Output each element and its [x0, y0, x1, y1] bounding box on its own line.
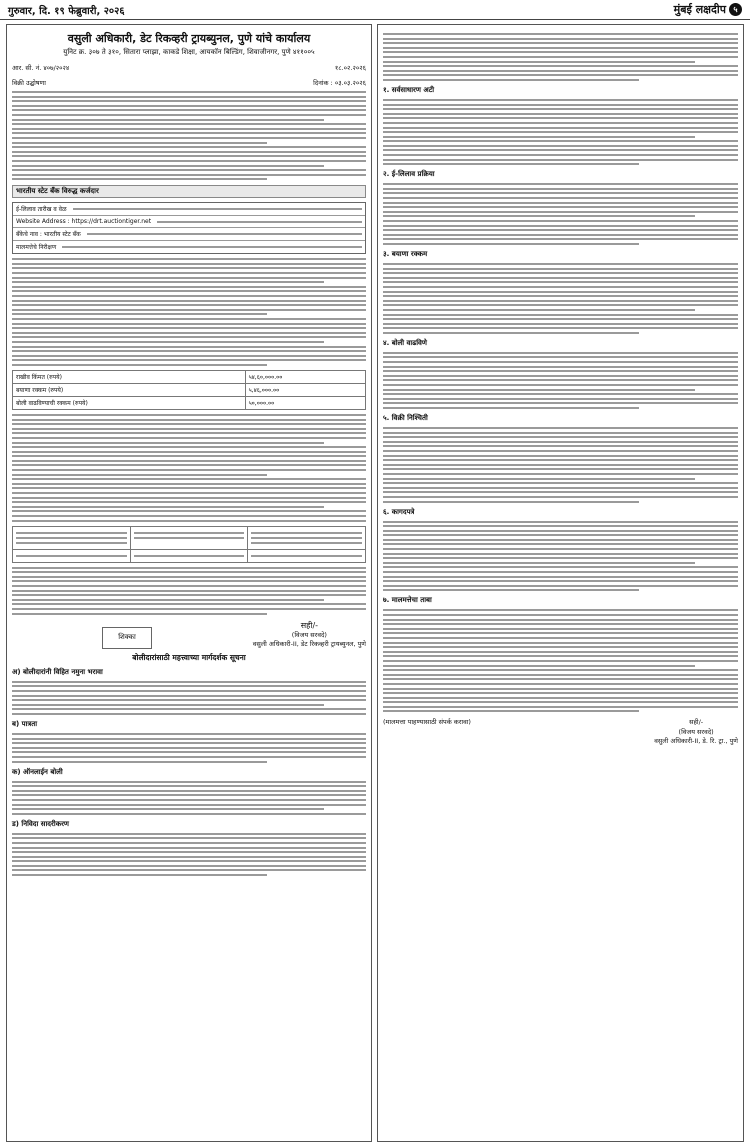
seal-stamp: शिक्का: [102, 627, 152, 649]
terms-heading: ७. मालमत्तेचा ताबा: [383, 596, 432, 605]
sale-text-block: [12, 258, 366, 366]
notice-title: वसुली अधिकारी, डेट रिकव्हरी ट्रायब्युनल, पुणे यांचे कार्यालय: [67, 32, 311, 45]
case-number: आर. सी. नं. ४०७/२०२४: [12, 64, 70, 72]
bank-info-heading: भारतीय स्टेट बँक विरुद्ध कर्जदार: [12, 185, 366, 198]
notice-address: युनिट क्र. ३०७ ते ३१०, सितारा प्लाझा, काकडे शिक्षा, आयकॉन बिल्डिंग, शिवाजीनगर, पुणे ४११००५: [63, 48, 315, 56]
terms-heading: ४. बोली वाढविणे: [383, 338, 427, 347]
notice-left-column: [6, 24, 372, 1142]
bank-info-row: बँकेचे नाव : भारतीय स्टेट बँक: [13, 228, 365, 241]
notice-right-column: [377, 24, 744, 1142]
masthead: [674, 2, 742, 17]
notice-kind: विक्री उद्घोषणा: [12, 79, 46, 87]
terms-heading: २. ई-लिलाव प्रक्रिया: [383, 170, 435, 179]
price-table: [12, 370, 366, 410]
terms-heading: ५. विक्री निश्चिती: [383, 414, 428, 422]
masthead-logo-icon: ५: [729, 3, 742, 16]
table-row: बोली वाढविण्याची रक्कम (रुपये) ५०,०००.००: [13, 396, 366, 409]
case-meta-2: [12, 78, 366, 87]
masthead-title: मुंबई लक्षदीप: [673, 3, 726, 16]
guideline-subhead: अ) बोलीदारांनी विहित नमुना भरावा: [12, 667, 103, 676]
terms-heading: ३. बयाणा रक्कम: [383, 249, 428, 258]
bank-info-row: मालमत्तेचे निरीक्षण: [13, 241, 365, 253]
signature-block: [12, 621, 366, 649]
guideline-subhead: क) ऑनलाईन बोली: [12, 767, 63, 776]
table-row: बयाणा रक्कम (रुपये) ५,४६,०००.००: [13, 383, 366, 396]
property-table: [12, 526, 366, 563]
auction-date: दिनांक : ०३.०३.२०२६: [313, 79, 366, 87]
terms-heading: ६. कागदपत्रे: [383, 507, 415, 516]
bank-info-row: ई-लिलाव तारीख व वेळ: [13, 203, 365, 216]
newspaper-header: [0, 0, 750, 20]
guidelines-heading: बोलीदारांसाठी महत्त्वाच्या मार्गदर्शक सूचना: [132, 652, 246, 662]
terms-text-block: [12, 414, 366, 522]
guideline-subhead: ड) निविदा सादरीकरण: [12, 819, 69, 828]
issue-date: गुरुवार, दि. १९ फेब्रुवारी, २०२६: [8, 5, 125, 17]
post-table-text: [12, 567, 366, 615]
terms-heading: १. सर्वसाधारण अटी: [383, 85, 435, 94]
intro-text-block: [12, 91, 366, 180]
bank-info-row: Website Address : https://drt.auctiontiger.net: [13, 216, 365, 228]
footer-note: (मालमत्ता पाहण्यासाठी संपर्क करावा): [383, 718, 471, 727]
case-meta: [12, 63, 366, 72]
notice-date: १८.०२.२०२६: [334, 64, 366, 72]
footer-signature: (मालमत्ता पाहण्यासाठी संपर्क करावा) सही/- (विजय सरवदे) वसुली अधिकारी-II, डे. रि. ट्रा., पुणे: [383, 718, 738, 745]
bank-info-box: [12, 202, 366, 254]
guideline-subhead: ब) पात्रता: [12, 720, 38, 729]
table-row: राखीव किंमत (रुपये) ५४,६०,०००.००: [13, 370, 366, 383]
signatory: सही/- (विजय सरवदे) वसुली अधिकारी-II, डेट रिकव्हरी ट्रायब्युनल, पुणे: [252, 620, 366, 649]
